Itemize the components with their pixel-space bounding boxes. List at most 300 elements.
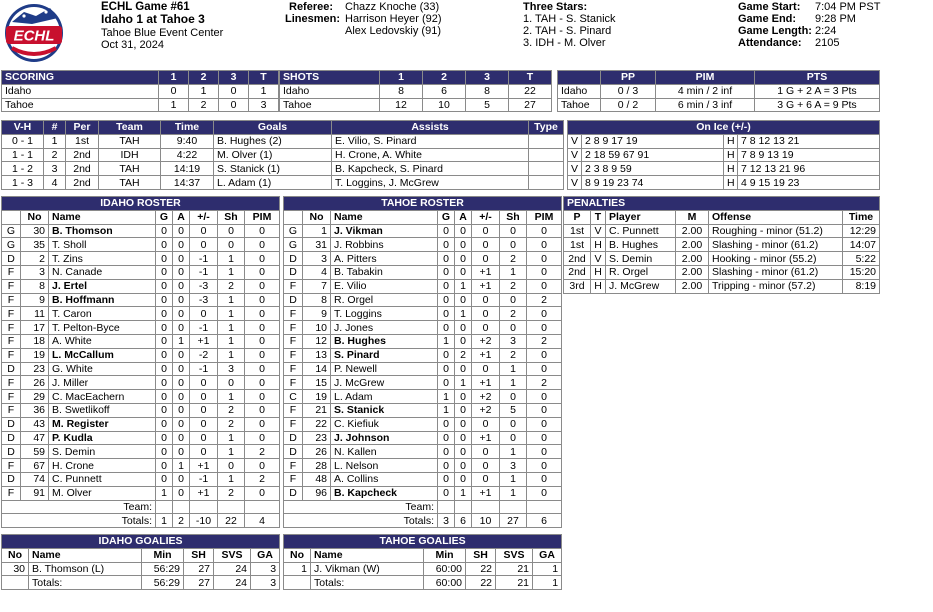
score-state: 1 - 2	[2, 162, 44, 176]
penalty-time: 8:19	[843, 279, 880, 293]
visitor-label: V	[568, 134, 582, 148]
player-shots: 0	[500, 321, 527, 335]
player-row	[284, 238, 562, 252]
penalty-team: H	[591, 238, 606, 252]
home-label: H	[724, 162, 738, 176]
player-goals: 0	[438, 224, 455, 238]
svg-text:ECHL: ECHL	[13, 27, 55, 45]
player-pim: 0	[527, 307, 562, 321]
penalty-team: V	[591, 252, 606, 266]
player-number: 67	[21, 459, 49, 473]
player-plus-minus: 0	[472, 417, 500, 431]
penalty-row	[564, 279, 880, 293]
period: 2nd	[66, 176, 99, 190]
player-goals: 0	[156, 334, 173, 348]
col-header: Name	[29, 548, 142, 562]
player-assists: 0	[173, 307, 190, 321]
player-assists: 0	[455, 431, 472, 445]
player-pim: 0	[245, 459, 280, 473]
player-position: F	[2, 321, 21, 335]
penalty-minutes: 2.00	[676, 252, 709, 266]
cell: 27	[509, 98, 552, 112]
player-row	[284, 265, 562, 279]
col-header: Per	[66, 121, 99, 135]
player-number: 30	[21, 224, 49, 238]
penalty-team: H	[591, 265, 606, 279]
player-goals: 0	[156, 390, 173, 404]
cell: 21	[496, 576, 533, 590]
player-goals: 0	[156, 362, 173, 376]
col-header: GA	[533, 548, 562, 562]
cell: 22	[509, 84, 552, 98]
player-row	[2, 224, 280, 238]
player-position: F	[284, 459, 303, 473]
player-assists: 0	[173, 417, 190, 431]
cell: 4 min / 2 inf	[656, 84, 755, 98]
col-header: 1	[159, 71, 189, 85]
player-assists: 0	[455, 445, 472, 459]
player-row	[284, 348, 562, 362]
player-name: T. Caron	[49, 307, 156, 321]
penalty-row	[564, 238, 880, 252]
player-name: J. Miller	[49, 376, 156, 390]
player-row	[284, 459, 562, 473]
player-shots: 1	[500, 376, 527, 390]
player-assists: 0	[455, 362, 472, 376]
player-position: F	[284, 362, 303, 376]
player-assists: 0	[173, 321, 190, 335]
player-name: S. Pinard	[331, 348, 438, 362]
player-name: T. Pelton-Byce	[49, 321, 156, 335]
table-row	[280, 84, 552, 98]
player-shots: 3	[218, 362, 245, 376]
table-row	[558, 84, 880, 98]
player-position: D	[284, 486, 303, 500]
goal-number: 4	[44, 176, 66, 190]
player-number: 48	[303, 472, 331, 486]
shots-title: SHOTS	[280, 71, 380, 85]
player-name: L. Nelson	[331, 459, 438, 473]
player-goals: 0	[156, 293, 173, 307]
player-goals: 0	[438, 459, 455, 473]
player-row	[2, 431, 280, 445]
player-row	[2, 279, 280, 293]
player-number: 18	[21, 334, 49, 348]
goal-row	[2, 162, 564, 176]
penalty-player: J. McGrew	[606, 279, 676, 293]
player-goals: 0	[156, 252, 173, 266]
cell: 27	[184, 562, 214, 576]
player-name: S. Demin	[49, 445, 156, 459]
player-shots: 1	[500, 362, 527, 376]
player-name: T. Loggins	[331, 307, 438, 321]
home-on-ice: 7 8 9 13 19	[738, 148, 880, 162]
player-assists: 1	[455, 486, 472, 500]
player-position: C	[284, 390, 303, 404]
player-assists: 0	[455, 238, 472, 252]
player-assists: 0	[173, 252, 190, 266]
player-name: A. Pitters	[331, 252, 438, 266]
player-number: 12	[303, 334, 331, 348]
team-abbr: TAH	[99, 134, 161, 148]
player-shots: 3	[500, 334, 527, 348]
player-pim: 0	[245, 321, 280, 335]
scoring-title: SCORING	[2, 71, 159, 85]
player-shots: 2	[500, 252, 527, 266]
totals-row	[2, 576, 280, 590]
cell	[173, 500, 190, 514]
col-header: Player	[606, 210, 676, 224]
player-plus-minus: +1	[472, 431, 500, 445]
cell: 6 min / 3 inf	[656, 98, 755, 112]
player-shots: 0	[500, 224, 527, 238]
player-position: F	[284, 376, 303, 390]
col-header: 1	[380, 71, 423, 85]
player-plus-minus: -1	[190, 252, 218, 266]
col-header: Name	[311, 548, 424, 562]
player-number: 28	[303, 459, 331, 473]
team-name: Idaho	[280, 84, 380, 98]
col-header: T	[249, 71, 279, 85]
penalty-player: B. Hughes	[606, 238, 676, 252]
player-position: F	[284, 279, 303, 293]
tahoe-roster-table	[283, 196, 562, 528]
visitor-on-ice: 2 8 9 17 19	[582, 134, 724, 148]
col-header: PIM	[656, 71, 755, 85]
player-number: 10	[303, 321, 331, 335]
home-on-ice: 7 8 12 13 21	[738, 134, 880, 148]
col-header: G	[156, 210, 173, 224]
player-shots: 1	[218, 321, 245, 335]
blank-header	[558, 71, 601, 85]
player-assists: 1	[455, 376, 472, 390]
cell: 6	[527, 514, 562, 528]
cell: 1	[189, 84, 219, 98]
player-assists: 0	[173, 348, 190, 362]
cell: 6	[455, 514, 472, 528]
player-goals: 0	[156, 459, 173, 473]
player-assists: 0	[455, 459, 472, 473]
home-label: H	[724, 148, 738, 162]
player-name: J. Robbins	[331, 238, 438, 252]
player-pim: 0	[245, 348, 280, 362]
col-header: SH	[466, 548, 496, 562]
player-assists: 0	[173, 293, 190, 307]
player-plus-minus: +2	[472, 403, 500, 417]
game-end-label: Game End:	[738, 13, 797, 25]
player-pim: 0	[245, 403, 280, 417]
player-number: 17	[21, 321, 49, 335]
player-row	[284, 417, 562, 431]
penalty-team: H	[591, 279, 606, 293]
player-row	[284, 362, 562, 376]
col-header: Name	[331, 210, 438, 224]
col-header: Type	[529, 121, 564, 135]
game-title: ECHL Game #61	[101, 1, 190, 13]
player-number: 31	[303, 238, 331, 252]
goal-scorer: B. Hughes (2)	[214, 134, 332, 148]
player-shots: 5	[500, 403, 527, 417]
penalty-player: S. Demin	[606, 252, 676, 266]
totals-row	[2, 514, 280, 528]
home-label: H	[724, 134, 738, 148]
player-position: D	[2, 472, 21, 486]
player-goals: 0	[156, 279, 173, 293]
goal-type	[529, 176, 564, 190]
player-position: F	[2, 279, 21, 293]
player-plus-minus: +1	[472, 279, 500, 293]
totals-label: Totals:	[2, 514, 156, 528]
player-shots: 1	[218, 390, 245, 404]
col-header: A	[173, 210, 190, 224]
scoring-table	[1, 70, 279, 112]
on-ice-table	[567, 120, 880, 190]
player-plus-minus: -3	[190, 279, 218, 293]
col-header: +/-	[190, 210, 218, 224]
player-number: 19	[303, 390, 331, 404]
cell: 27	[184, 576, 214, 590]
player-goals: 0	[156, 321, 173, 335]
col-header: Sh	[218, 210, 245, 224]
goal-number: 1	[44, 134, 66, 148]
team-name: Tahoe	[280, 98, 380, 112]
player-number: 74	[21, 472, 49, 486]
player-name: N. Canade	[49, 265, 156, 279]
cell: 0	[219, 84, 249, 98]
star-3: 3. IDH - M. Olver	[523, 37, 606, 49]
player-assists: 0	[173, 445, 190, 459]
player-goals: 0	[156, 431, 173, 445]
idaho-roster-title: IDAHO ROSTER	[2, 197, 280, 211]
home-on-ice: 7 12 13 21 96	[738, 162, 880, 176]
player-name: T. Sholl	[49, 238, 156, 252]
player-plus-minus: +1	[472, 348, 500, 362]
player-position: F	[2, 307, 21, 321]
player-shots: 1	[218, 307, 245, 321]
player-name: P. Newell	[331, 362, 438, 376]
player-name: C. MacEachern	[49, 390, 156, 404]
player-shots: 0	[218, 238, 245, 252]
player-row	[284, 403, 562, 417]
team-name: Idaho	[2, 84, 159, 98]
player-goals: 1	[438, 334, 455, 348]
penalty-minutes: 2.00	[676, 238, 709, 252]
player-plus-minus: 0	[190, 403, 218, 417]
player-position: F	[2, 334, 21, 348]
player-position: F	[284, 403, 303, 417]
goal-row	[2, 134, 564, 148]
player-plus-minus: +2	[472, 390, 500, 404]
player-pim: 0	[245, 376, 280, 390]
player-number: 14	[303, 362, 331, 376]
visitor-on-ice: 8 9 19 23 74	[582, 176, 724, 190]
player-assists: 0	[455, 252, 472, 266]
col-header: Assists	[332, 121, 529, 135]
player-pim: 0	[245, 417, 280, 431]
cell: 3 G + 6 A = 9 Pts	[755, 98, 880, 112]
penalty-period: 1st	[564, 238, 591, 252]
player-plus-minus: 0	[472, 362, 500, 376]
player-position: F	[284, 321, 303, 335]
goalie-name: B. Thomson (L)	[29, 562, 142, 576]
player-pim: 0	[245, 224, 280, 238]
player-position: D	[284, 252, 303, 266]
score-state: 1 - 1	[2, 148, 44, 162]
cell: 56:29	[142, 576, 184, 590]
col-header: #	[44, 121, 66, 135]
player-row	[284, 486, 562, 500]
venue: Tahoe Blue Event Center	[101, 27, 224, 39]
cell: 60:00	[424, 576, 466, 590]
player-shots: 0	[500, 293, 527, 307]
player-pim: 0	[527, 224, 562, 238]
player-goals: 0	[438, 486, 455, 500]
player-number: 36	[21, 403, 49, 417]
cell	[156, 500, 173, 514]
player-position: F	[2, 348, 21, 362]
player-row	[2, 348, 280, 362]
player-row	[284, 321, 562, 335]
player-plus-minus: 0	[472, 293, 500, 307]
player-position: F	[2, 486, 21, 500]
home-on-ice: 4 9 15 19 23	[738, 176, 880, 190]
player-pim: 0	[527, 459, 562, 473]
player-position: F	[284, 307, 303, 321]
cell: 6	[423, 84, 466, 98]
cell: 1	[284, 562, 311, 576]
cell: 30	[2, 562, 29, 576]
goal-assists: H. Crone, A. White	[332, 148, 529, 162]
col-header: 2	[189, 71, 219, 85]
player-plus-minus: 0	[472, 321, 500, 335]
player-assists: 0	[455, 334, 472, 348]
player-goals: 0	[438, 252, 455, 266]
player-plus-minus: 0	[472, 252, 500, 266]
player-assists: 0	[455, 293, 472, 307]
col-header: Offense	[709, 210, 843, 224]
visitor-label: V	[568, 148, 582, 162]
penalty-offense: Slashing - minor (61.2)	[709, 238, 843, 252]
player-plus-minus: 0	[190, 307, 218, 321]
col-header: No	[303, 210, 331, 224]
player-name: A. Collins	[331, 472, 438, 486]
player-pim: 0	[527, 445, 562, 459]
player-plus-minus: +1	[472, 486, 500, 500]
player-assists: 0	[173, 486, 190, 500]
goal-row	[2, 176, 564, 190]
player-shots: 2	[218, 279, 245, 293]
player-plus-minus: -3	[190, 293, 218, 307]
player-position: F	[2, 265, 21, 279]
player-plus-minus: -1	[190, 265, 218, 279]
team-label: Team:	[2, 500, 156, 514]
penalty-offense: Roughing - minor (51.2)	[709, 224, 843, 238]
player-pim: 2	[527, 334, 562, 348]
player-row	[2, 403, 280, 417]
player-number: 3	[21, 265, 49, 279]
cell: 8	[380, 84, 423, 98]
tahoe-goalies-table	[283, 534, 562, 590]
player-row	[2, 252, 280, 266]
linesman-2: Alex Ledovskiy (91)	[345, 25, 441, 37]
player-name: C. Punnett	[49, 472, 156, 486]
penalty-period: 1st	[564, 224, 591, 238]
player-position: F	[284, 417, 303, 431]
player-name: L. McCallum	[49, 348, 156, 362]
team-abbr: TAH	[99, 176, 161, 190]
player-assists: 0	[173, 403, 190, 417]
player-goals: 0	[156, 417, 173, 431]
player-row	[284, 472, 562, 486]
player-pim: 0	[527, 362, 562, 376]
player-assists: 1	[455, 307, 472, 321]
player-number: 23	[303, 431, 331, 445]
player-goals: 0	[438, 431, 455, 445]
player-pim: 0	[527, 238, 562, 252]
player-shots: 0	[500, 238, 527, 252]
cell	[2, 576, 29, 590]
table-row	[558, 98, 880, 112]
player-assists: 0	[455, 224, 472, 238]
cell: 8	[466, 84, 509, 98]
attendance-value: 2105	[815, 37, 840, 49]
col-header: PP	[601, 71, 656, 85]
cell: 10	[423, 98, 466, 112]
cell: 0 / 2	[601, 98, 656, 112]
player-plus-minus: +1	[190, 486, 218, 500]
player-position: D	[284, 431, 303, 445]
cell: -10	[190, 514, 218, 528]
player-pim: 0	[245, 265, 280, 279]
player-goals: 0	[438, 472, 455, 486]
cell: 27	[500, 514, 527, 528]
col-header: +/-	[472, 210, 500, 224]
cell: 10	[472, 514, 500, 528]
player-plus-minus: 0	[472, 459, 500, 473]
player-position: G	[284, 238, 303, 252]
player-pim: 0	[245, 252, 280, 266]
penalty-offense: Hooking - minor (55.2)	[709, 252, 843, 266]
player-plus-minus: +2	[472, 334, 500, 348]
player-position: F	[2, 403, 21, 417]
col-header: G	[438, 210, 455, 224]
player-row	[2, 334, 280, 348]
cell: 1	[249, 84, 279, 98]
penalty-period: 2nd	[564, 252, 591, 266]
col-header: SVS	[214, 548, 251, 562]
player-plus-minus: 0	[190, 431, 218, 445]
player-shots: 1	[500, 265, 527, 279]
player-row	[284, 279, 562, 293]
player-plus-minus: 0	[472, 238, 500, 252]
player-name: J. McGrew	[331, 376, 438, 390]
player-plus-minus: -1	[190, 321, 218, 335]
player-number: 9	[21, 293, 49, 307]
player-assists: 0	[173, 265, 190, 279]
player-goals: 0	[156, 376, 173, 390]
goal-assists: B. Kapcheck, S. Pinard	[332, 162, 529, 176]
cell: 3	[251, 562, 280, 576]
player-row	[2, 390, 280, 404]
totals-row	[284, 514, 562, 528]
visitor-on-ice: 2 18 59 67 91	[582, 148, 724, 162]
penalty-offense: Slashing - minor (61.2)	[709, 265, 843, 279]
referee-name: Chazz Knoche (33)	[345, 1, 440, 13]
player-number: 3	[303, 252, 331, 266]
player-pim: 0	[527, 279, 562, 293]
player-assists: 1	[173, 334, 190, 348]
player-row	[2, 376, 280, 390]
